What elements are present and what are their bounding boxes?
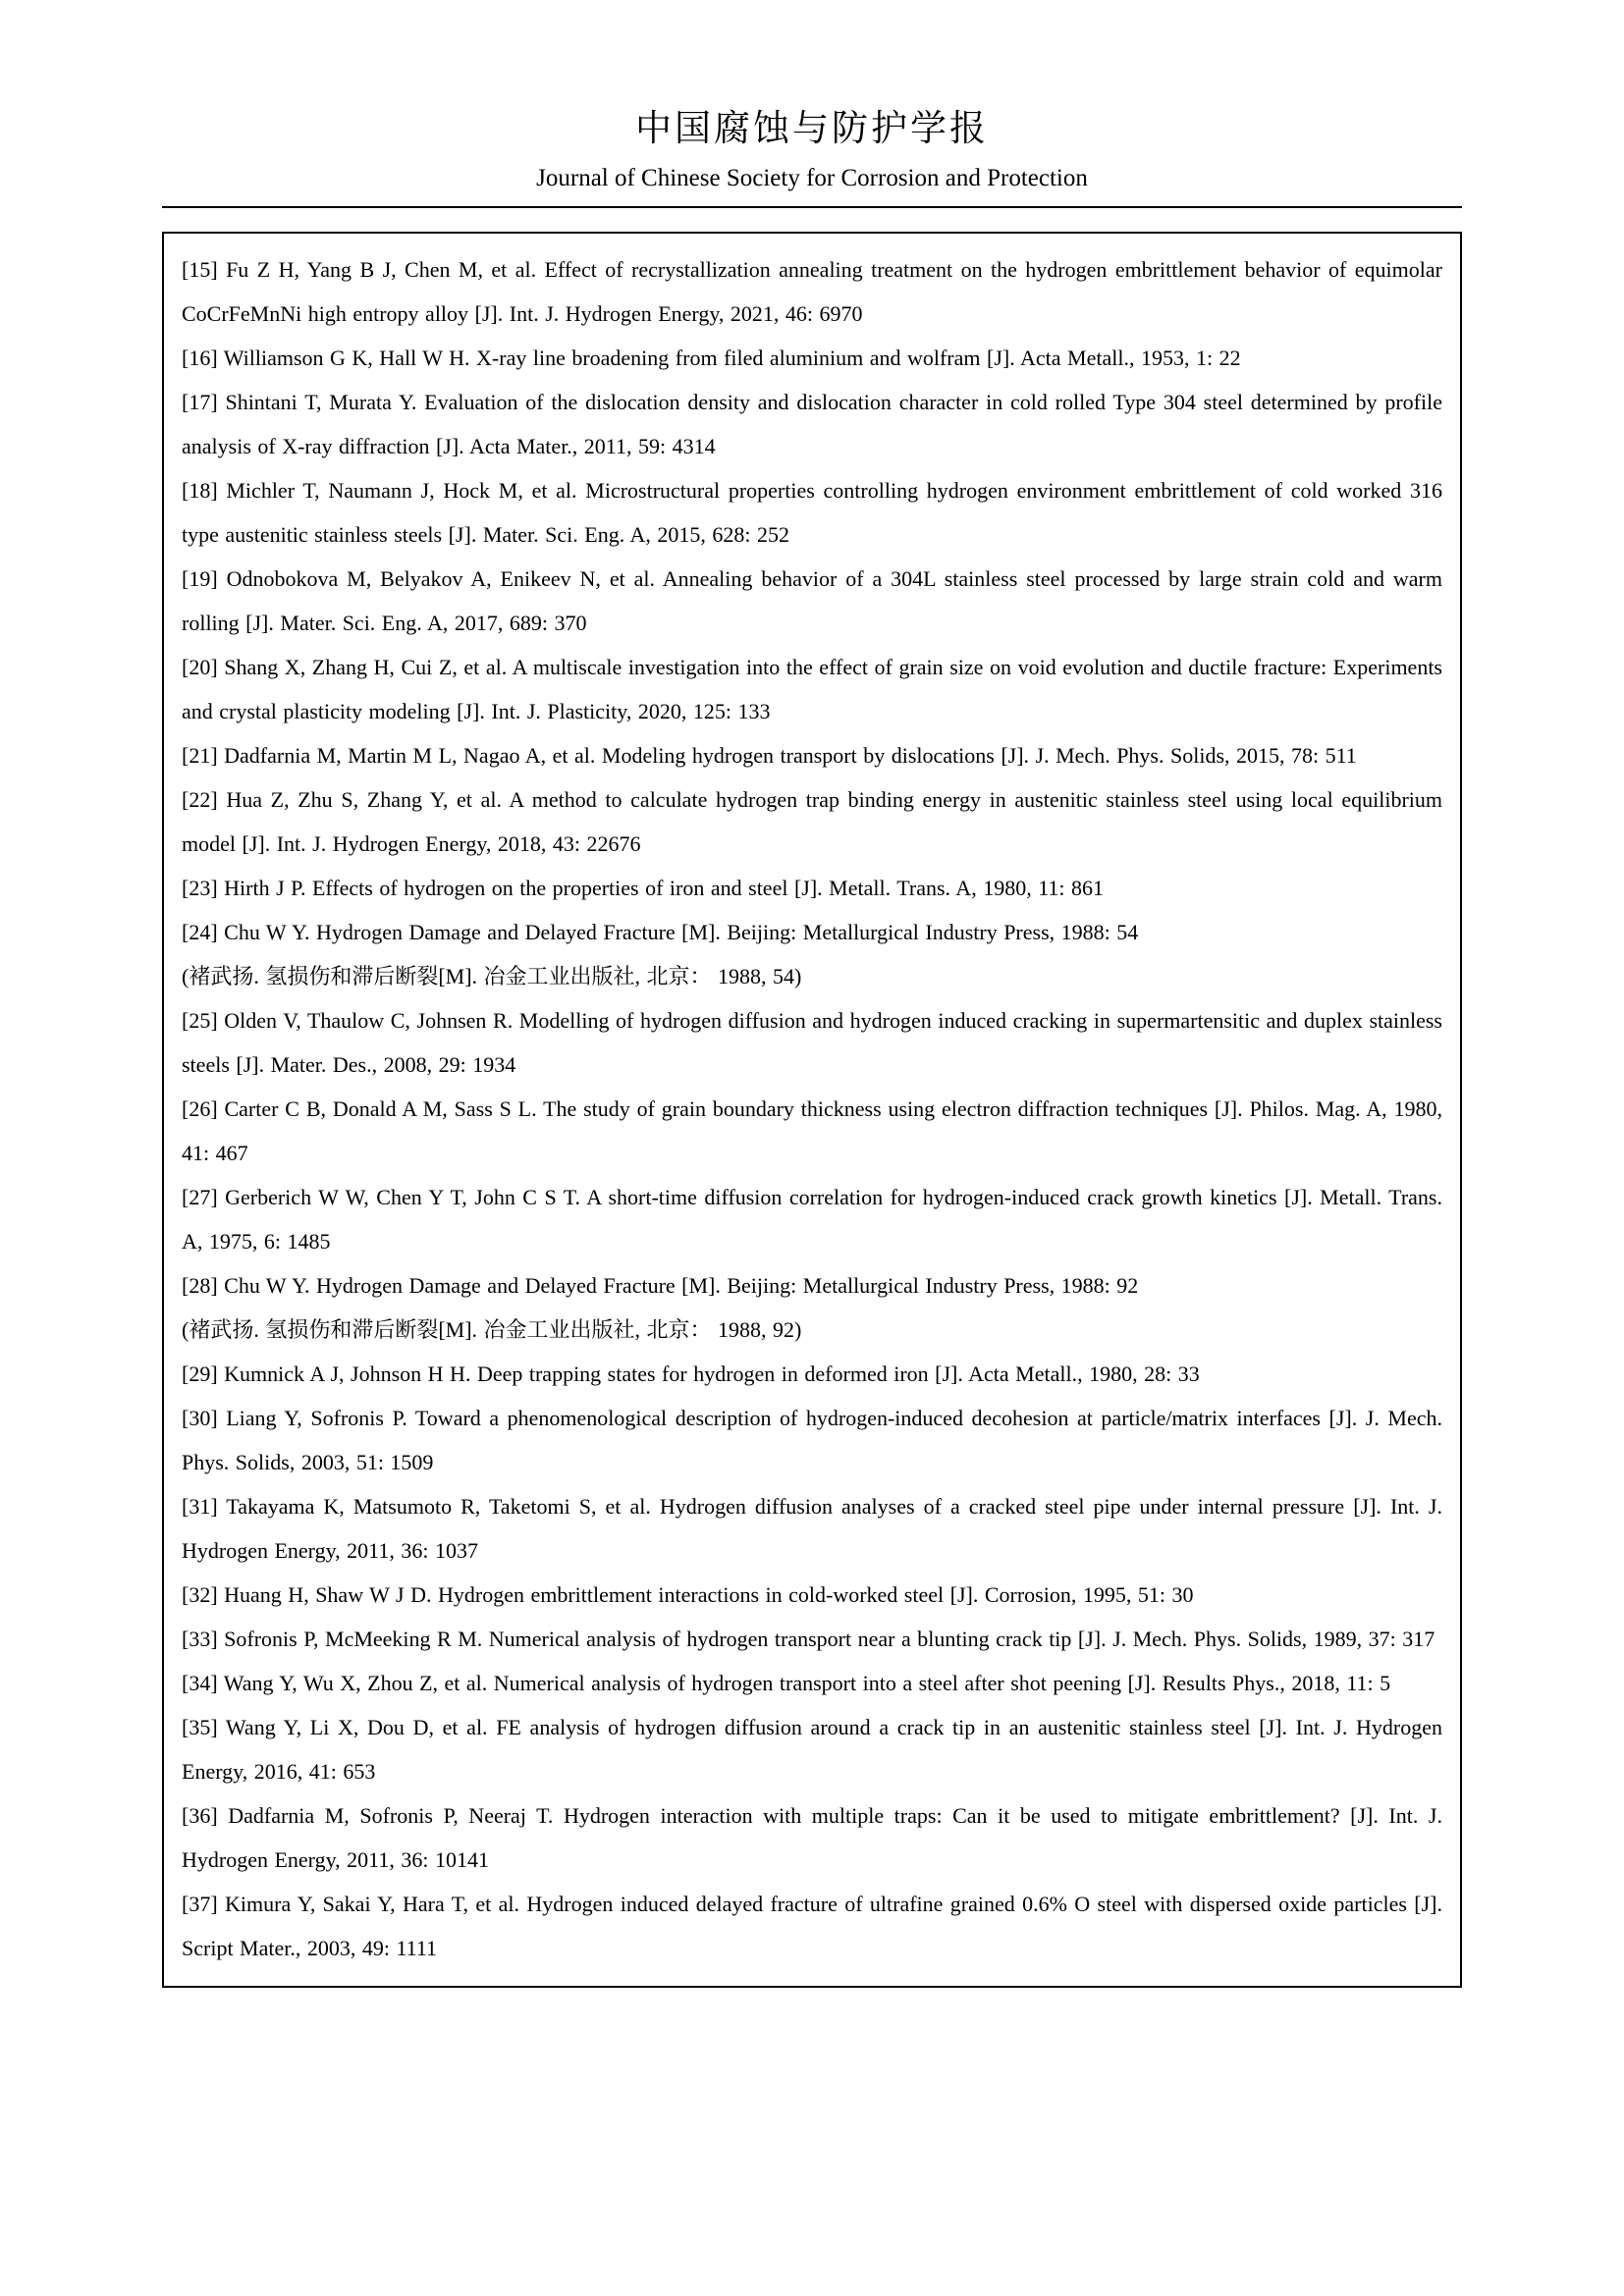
reference-item: [21] Dadfarnia M, Martin M L, Nagao A, et al. Modeling hydrogen transport by dislocations [J]. J. Mech. Phys. Solids, 2015, 78: 511 [182,743,1357,768]
reference-item: [24] Chu W Y. Hydrogen Damage and Delayed Fracture [M]. Beijing: Metallurgical Industry Press, 1988: 54 [182,920,1139,944]
reference-item: [18] Michler T, Naumann J, Hock M, et al. Microstructural properties controlling hydrogen environment embrittlement of cold worked 316 type austenitic stainless steels [J]. Mater. Sci. Eng. A, 2015, 628: 252 [182,478,1442,547]
reference-item: [31] Takayama K, Matsumoto R, Taketomi S, et al. Hydrogen diffusion analyses of a cracked steel pipe under internal pressure [J]. Int. J. Hydrogen Energy, 2011, 36: 1037 [182,1494,1442,1563]
reference-item: [20] Shang X, Zhang H, Cui Z, et al. A multiscale investigation into the effect of grain size on void evolution and ductile fracture: Experiments and crystal plasticity modeling [J]. Int. J. Plasticity, 2020, 125: 133 [182,655,1442,723]
reference-item: [17] Shintani T, Murata Y. Evaluation of the dislocation density and dislocation character in cold rolled Type 304 steel determined by profile analysis of X-ray diffraction [J]. Acta Mater., 2011, 59: 4314 [182,390,1442,458]
reference-item: [29] Kumnick A J, Johnson H H. Deep trapping states for hydrogen in deformed iron [J]. Acta Metall., 1980, 28: 33 [182,1362,1200,1386]
page-header [0,0,1624,208]
journal-title-chinese: 中国腐蚀与防护学报 [635,109,989,149]
reference-item: [30] Liang Y, Sofronis P. Toward a phenomenological description of hydrogen-induced decohesion at particle/matrix interfaces [J]. J. Mech. Phys. Solids, 2003, 51: 1509 [182,1406,1442,1474]
reference-item: [19] Odnobokova M, Belyakov A, Enikeev N, et al. Annealing behavior of a 304L stainless steel processed by large strain cold and warm rolling [J]. Mater. Sci. Eng. A, 2017, 689: 370 [182,566,1442,635]
reference-item: [16] Williamson G K, Hall W H. X-ray line broadening from filed aluminium and wolfram [J]. Acta Metall., 1953, 1: 22 [182,346,1241,370]
reference-item-translation: (褚武扬. 氢损伤和滞后断裂[M]. 冶金工业出版社, 北京： 1988, 92) [182,1317,802,1342]
reference-item: [36] Dadfarnia M, Sofronis P, Neeraj T. Hydrogen interaction with multiple traps: Can it be used to mitigate embrittlement? [J]. Int. J. Hydrogen Energy, 2011, 36: 10141 [182,1803,1442,1872]
reference-item: [26] Carter C B, Donald A M, Sass S L. The study of grain boundary thickness using electron diffraction techniques [J]. Philos. Mag. A, 1980, 41: 467 [182,1096,1442,1165]
journal-title-english: Journal of Chinese Society for Corrosion and Protection [536,165,1088,191]
reference-item: [34] Wang Y, Wu X, Zhou Z, et al. Numerical analysis of hydrogen transport into a steel after shot peening [J]. Results Phys., 2018, 11: 5 [182,1671,1391,1695]
references-panel [162,232,1462,1988]
reference-item: [32] Huang H, Shaw W J D. Hydrogen embrittlement interactions in cold-worked steel [J]. Corrosion, 1995, 51: 30 [182,1582,1194,1607]
reference-item: [15] Fu Z H, Yang B J, Chen M, et al. Effect of recrystallization annealing treatment on the hydrogen embrittlement behavior of equimolar CoCrFeMnNi high entropy alloy [J]. Int. J. Hydrogen Energy, 2021, 46: 6970 [182,257,1442,326]
reference-item-translation: (褚武扬. 氢损伤和滞后断裂[M]. 冶金工业出版社, 北京： 1988, 54) [182,964,802,988]
reference-item: [22] Hua Z, Zhu S, Zhang Y, et al. A method to calculate hydrogen trap binding energy in austenitic stainless steel using local equilibrium model [J]. Int. J. Hydrogen Energy, 2018, 43: 22676 [182,787,1442,856]
reference-item: [33] Sofronis P, McMeeking R M. Numerical analysis of hydrogen transport near a blunting crack tip [J]. J. Mech. Phys. Solids, 1989, 37: 317 [182,1627,1435,1651]
reference-item: [35] Wang Y, Li X, Dou D, et al. FE analysis of hydrogen diffusion around a crack tip in an austenitic stainless steel [J]. Int. J. Hydrogen Energy, 2016, 41: 653 [182,1715,1442,1784]
reference-item: [37] Kimura Y, Sakai Y, Hara T, et al. Hydrogen induced delayed fracture of ultrafine grained 0.6% O steel with dispersed oxide particles [J]. Script Mater., 2003, 49: 1111 [182,1892,1442,1960]
reference-item: [27] Gerberich W W, Chen Y T, John C S T. A short-time diffusion correlation for hydrogen-induced crack growth kinetics [J]. Metall. Trans. A, 1975, 6: 1485 [182,1185,1442,1254]
reference-item: [25] Olden V, Thaulow C, Johnsen R. Modelling of hydrogen diffusion and hydrogen induced cracking in supermartensitic and duplex stainless steels [J]. Mater. Des., 2008, 29: 1934 [182,1008,1442,1077]
reference-item: [28] Chu W Y. Hydrogen Damage and Delayed Fracture [M]. Beijing: Metallurgical Industry Press, 1988: 92 [182,1273,1139,1298]
reference-item: [23] Hirth J P. Effects of hydrogen on the properties of iron and steel [J]. Metall. Trans. A, 1980, 11: 861 [182,876,1104,900]
header-rule [162,206,1462,208]
